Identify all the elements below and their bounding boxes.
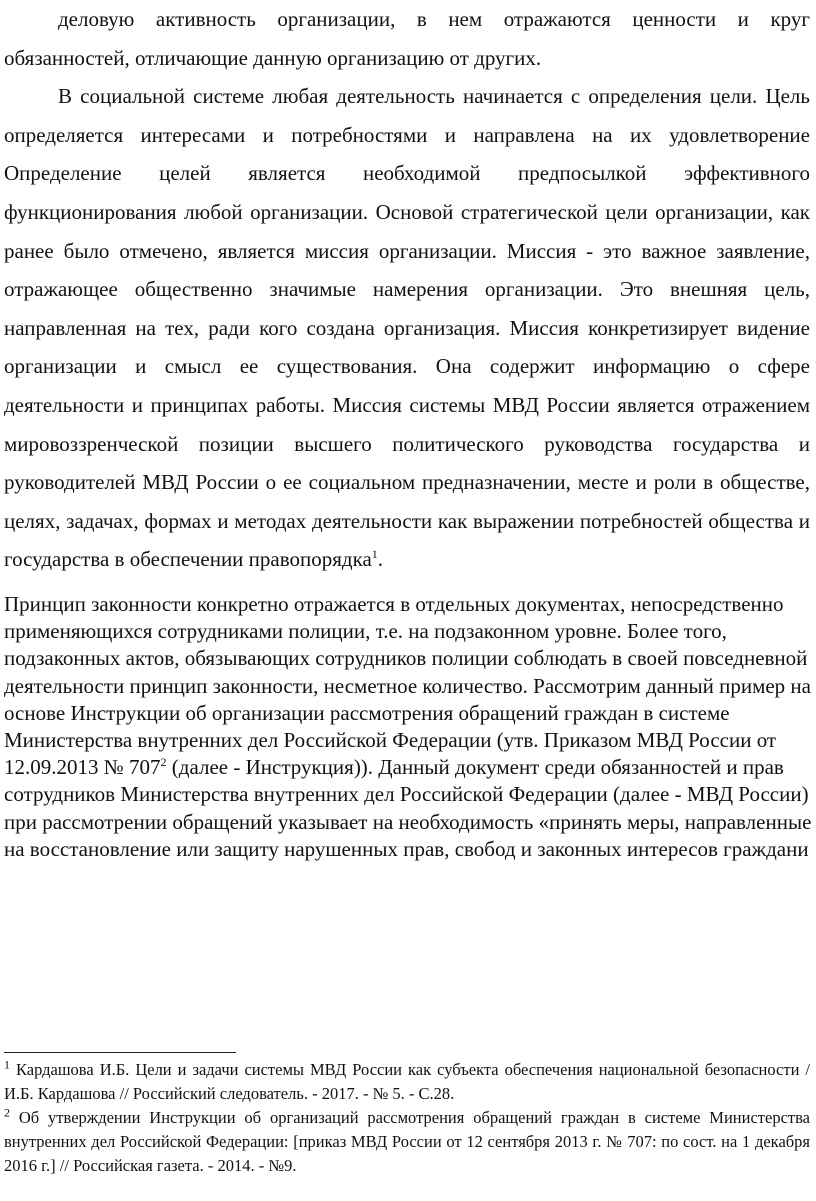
paragraph-2-text: В социальной системе любая деятельность начинается с определения цели. Цель определяется интересами и потребностями и направлена на их удовлетворение Определение целей является необходимой предпосылкой эффективного функционирования любой организации. Основой стратегической цели организации, как ранее было отмечено, является миссия организации. Миссия - это важное заявление, отражающее общественно значимые намерения организации. Это внешняя цель, направленная на тех, ради кого создана организация. Миссия конкретизирует видение организации и смысл ее существования. Она содержит информацию о сфере деятельности и принципах работы. Миссия системы МВД России является отражением мировоззренческой позиции высшего политического руководства государства и руководителей МВД России о ее социальном предназначении, месте и роли в обществе, целях, задачах, формах и методах деятельности как выражении потребностей общества и государства в обеспечении правопорядка [4,84,810,572]
footnote-number: 1 [4,1057,10,1072]
footnote-separator [4,1052,236,1053]
footnotes [4,1058,810,1178]
footnote-1 [4,1058,810,1106]
paragraph-continuation [4,0,810,77]
paragraph-2-end: . [377,547,384,572]
paragraph-3-end: (далее - Инструкция)). Данный документ среди обязанностей и прав сотрудников Министерства внутренних дел Российской Федерации (далее - МВД России) при рассмотрении обращений указывает на необходимость «принять меры, направленные на восстановление или защиту нарушенных прав, свобод и законных интересов граждани [4,755,812,861]
footnote-2 [4,1106,810,1178]
paragraph-3-text: Принцип законности конкретно отражается в отдельных документах, непосредственно применяющихся сотрудниками полиции, т.е. на подзаконном уровне. Более того, подзаконных актов, обязывающих сотрудников полиции соблюдать в своей повседневной деятельности принцип законности, несметное количество. Рассмотрим данный пример на основе Инструкции об организации рассмотрения обращений граждан в системе Министерства внутренних дел Российской Федерации (утв. Приказом МВД России от 12.09.2013 № 707 [4,592,811,780]
footnote-ref-2[interactable]: 2 [160,755,167,770]
paragraph-legality [4,591,812,863]
paragraph-1-text: деловую активность организации, в нем отражаются ценности и круг обязанностей, отличающие данную организацию от других. [4,7,810,70]
footnote-number: 2 [4,1105,10,1120]
footnote-ref-1[interactable]: 1 [371,547,378,562]
main-text-block [4,0,810,579]
paragraph-mission [4,77,810,579]
footnote-text: Об утверждении Инструкции об организаций рассмотрения обращений граждан в системе Министерства внутренних дел Российской Федерации: [приказ МВД России от 12 сентября 2013 г. № 707: по сост. на 1 декабря 2016 г.] // Российская газета. - 2014. - №9. [4,1108,810,1175]
footnote-text: Кардашова И.Б. Цели и задачи системы МВД России как субъекта обеспечения национальной безопасности / И.Б. Кардашова // Российский следователь. - 2017. - № 5. - С.28. [4,1060,810,1103]
